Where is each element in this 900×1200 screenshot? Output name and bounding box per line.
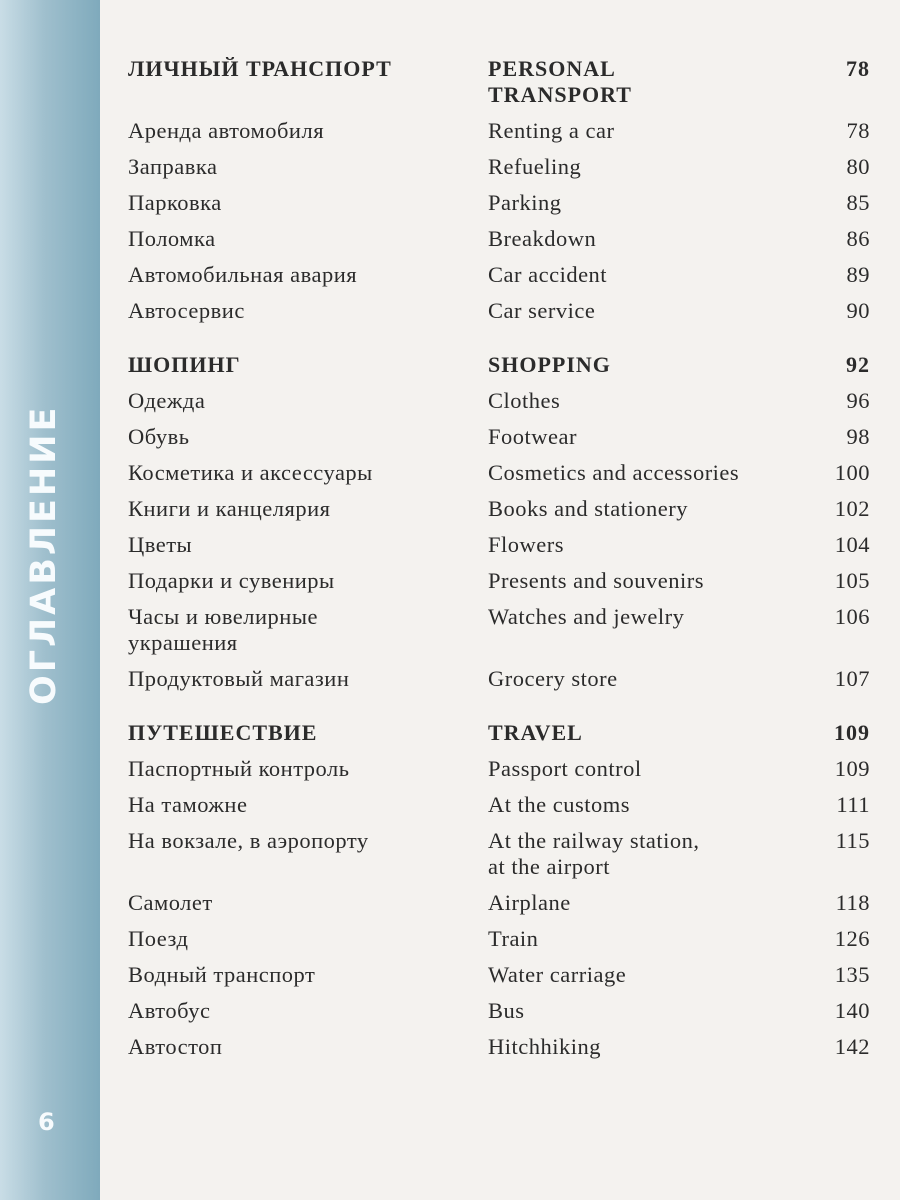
- section-page-ref: 109: [834, 720, 870, 745]
- entry-title-en: Train: [488, 926, 539, 951]
- entry-title-en: Car accident: [488, 262, 608, 287]
- section-title-en: PERSONAL TRANSPORT: [488, 56, 632, 107]
- toc-entry-row[interactable]: [128, 926, 870, 952]
- toc-entry-row[interactable]: [128, 388, 870, 414]
- entry-title-ru: Автосервис: [128, 298, 245, 323]
- entry-title-ru: Автобус: [128, 998, 211, 1023]
- entry-page-ref: 102: [834, 496, 870, 521]
- section-page-ref: 92: [846, 352, 870, 377]
- entry-title-ru: Паспортный контроль: [128, 756, 350, 781]
- entry-title-ru: Книги и канцелярия: [128, 496, 331, 521]
- section-title-en: SHOPPING: [488, 352, 611, 377]
- entry-page-ref: 118: [835, 890, 870, 915]
- entry-title-en: At the railway station, at the airport: [488, 828, 700, 879]
- entry-title-ru: Обувь: [128, 424, 190, 449]
- toc-section: [128, 56, 870, 324]
- entry-title-en: Bus: [488, 998, 525, 1023]
- entry-title-en: Grocery store: [488, 666, 618, 691]
- toc-entry-row[interactable]: [128, 666, 870, 692]
- toc-entry-row[interactable]: [128, 424, 870, 450]
- entry-title-ru: Поломка: [128, 226, 216, 251]
- entry-title-ru: Подарки и сувениры: [128, 568, 335, 593]
- entry-page-ref: 90: [846, 298, 870, 323]
- entry-title-en: Footwear: [488, 424, 577, 449]
- entry-title-en: Clothes: [488, 388, 561, 413]
- toc-entry-row[interactable]: [128, 190, 870, 216]
- entry-page-ref: 111: [836, 792, 870, 817]
- entry-page-ref: 86: [846, 226, 870, 251]
- entry-page-ref: 115: [835, 828, 870, 853]
- entry-page-ref: 85: [846, 190, 870, 215]
- entry-title-en: Airplane: [488, 890, 571, 915]
- section-title-ru: ЛИЧНЫЙ ТРАНСПОРТ: [128, 56, 392, 81]
- entry-title-ru: Аренда автомобиля: [128, 118, 325, 143]
- entry-title-en: Refueling: [488, 154, 582, 179]
- entry-title-en: Water carriage: [488, 962, 627, 987]
- entry-title-en: Breakdown: [488, 226, 597, 251]
- toc-entry-row[interactable]: [128, 756, 870, 782]
- entry-page-ref: 104: [834, 532, 870, 557]
- section-title-ru: ПУТЕШЕСТВИЕ: [128, 720, 318, 745]
- entry-title-en: Renting a car: [488, 118, 615, 143]
- entry-title-ru: Водный транспорт: [128, 962, 316, 987]
- entry-title-en: Car service: [488, 298, 596, 323]
- entry-page-ref: 89: [846, 262, 870, 287]
- toc-entry-row[interactable]: [128, 604, 870, 656]
- entry-title-en: Watches and jewelry: [488, 604, 685, 629]
- entry-title-ru: На вокзале, в аэропорту: [128, 828, 369, 853]
- toc-entry-row[interactable]: [128, 828, 870, 880]
- entry-title-en: Hitchhiking: [488, 1034, 601, 1059]
- toc-entry-row[interactable]: [128, 568, 870, 594]
- section-heading-row[interactable]: [128, 352, 870, 378]
- entry-page-ref: 109: [834, 756, 870, 781]
- toc-entry-row[interactable]: [128, 1034, 870, 1060]
- toc-entry-row[interactable]: [128, 962, 870, 988]
- table-of-contents: [128, 56, 870, 1088]
- entry-title-ru: Заправка: [128, 154, 218, 179]
- entry-page-ref: 126: [834, 926, 870, 951]
- entry-page-ref: 135: [834, 962, 870, 987]
- entry-title-en: Presents and souvenirs: [488, 568, 704, 593]
- toc-entry-row[interactable]: [128, 496, 870, 522]
- entry-page-ref: 140: [834, 998, 870, 1023]
- entry-page-ref: 142: [834, 1034, 870, 1059]
- entry-title-en: Parking: [488, 190, 562, 215]
- entry-title-ru: Самолет: [128, 890, 213, 915]
- entry-title-ru: Цветы: [128, 532, 193, 557]
- entry-title-en: Flowers: [488, 532, 564, 557]
- section-heading-row[interactable]: [128, 56, 870, 108]
- entry-title-ru: Парковка: [128, 190, 222, 215]
- toc-entry-row[interactable]: [128, 890, 870, 916]
- toc-entry-row[interactable]: [128, 298, 870, 324]
- entry-title-ru: Автомобильная авария: [128, 262, 358, 287]
- entry-title-ru: Поезд: [128, 926, 189, 951]
- entry-title-en: Books and stationery: [488, 496, 688, 521]
- entry-page-ref: 78: [846, 118, 870, 143]
- page-number: 6: [38, 1108, 55, 1136]
- toc-section: [128, 352, 870, 692]
- section-title-en: TRAVEL: [488, 720, 583, 745]
- toc-entry-row[interactable]: [128, 792, 870, 818]
- toc-entry-row[interactable]: [128, 154, 870, 180]
- entry-title-ru: Продуктовый магазин: [128, 666, 350, 691]
- entry-title-ru: Одежда: [128, 388, 206, 413]
- entry-title-en: Passport control: [488, 756, 642, 781]
- entry-title-ru: Часы и ювелирные украшения: [128, 604, 318, 655]
- entry-page-ref: 80: [846, 154, 870, 179]
- entry-title-ru: Косметика и аксессуары: [128, 460, 373, 485]
- entry-page-ref: 98: [846, 424, 870, 449]
- sidebar-title: ОГЛАВЛЕНИЕ: [24, 404, 64, 705]
- toc-entry-row[interactable]: [128, 532, 870, 558]
- entry-page-ref: 105: [834, 568, 870, 593]
- toc-entry-row[interactable]: [128, 460, 870, 486]
- toc-section: [128, 720, 870, 1060]
- entry-page-ref: 106: [834, 604, 870, 629]
- section-page-ref: 78: [846, 56, 870, 81]
- entry-page-ref: 107: [834, 666, 870, 691]
- section-heading-row[interactable]: [128, 720, 870, 746]
- entry-title-en: At the customs: [488, 792, 630, 817]
- toc-entry-row[interactable]: [128, 262, 870, 288]
- toc-entry-row[interactable]: [128, 998, 870, 1024]
- entry-title-en: Cosmetics and accessories: [488, 460, 740, 485]
- toc-entry-row[interactable]: [128, 226, 870, 252]
- section-title-ru: ШОПИНГ: [128, 352, 241, 377]
- entry-title-ru: Автостоп: [128, 1034, 223, 1059]
- sidebar-band: [0, 0, 100, 1200]
- toc-entry-row[interactable]: [128, 118, 870, 144]
- entry-page-ref: 100: [834, 460, 870, 485]
- entry-title-ru: На таможне: [128, 792, 248, 817]
- entry-page-ref: 96: [846, 388, 870, 413]
